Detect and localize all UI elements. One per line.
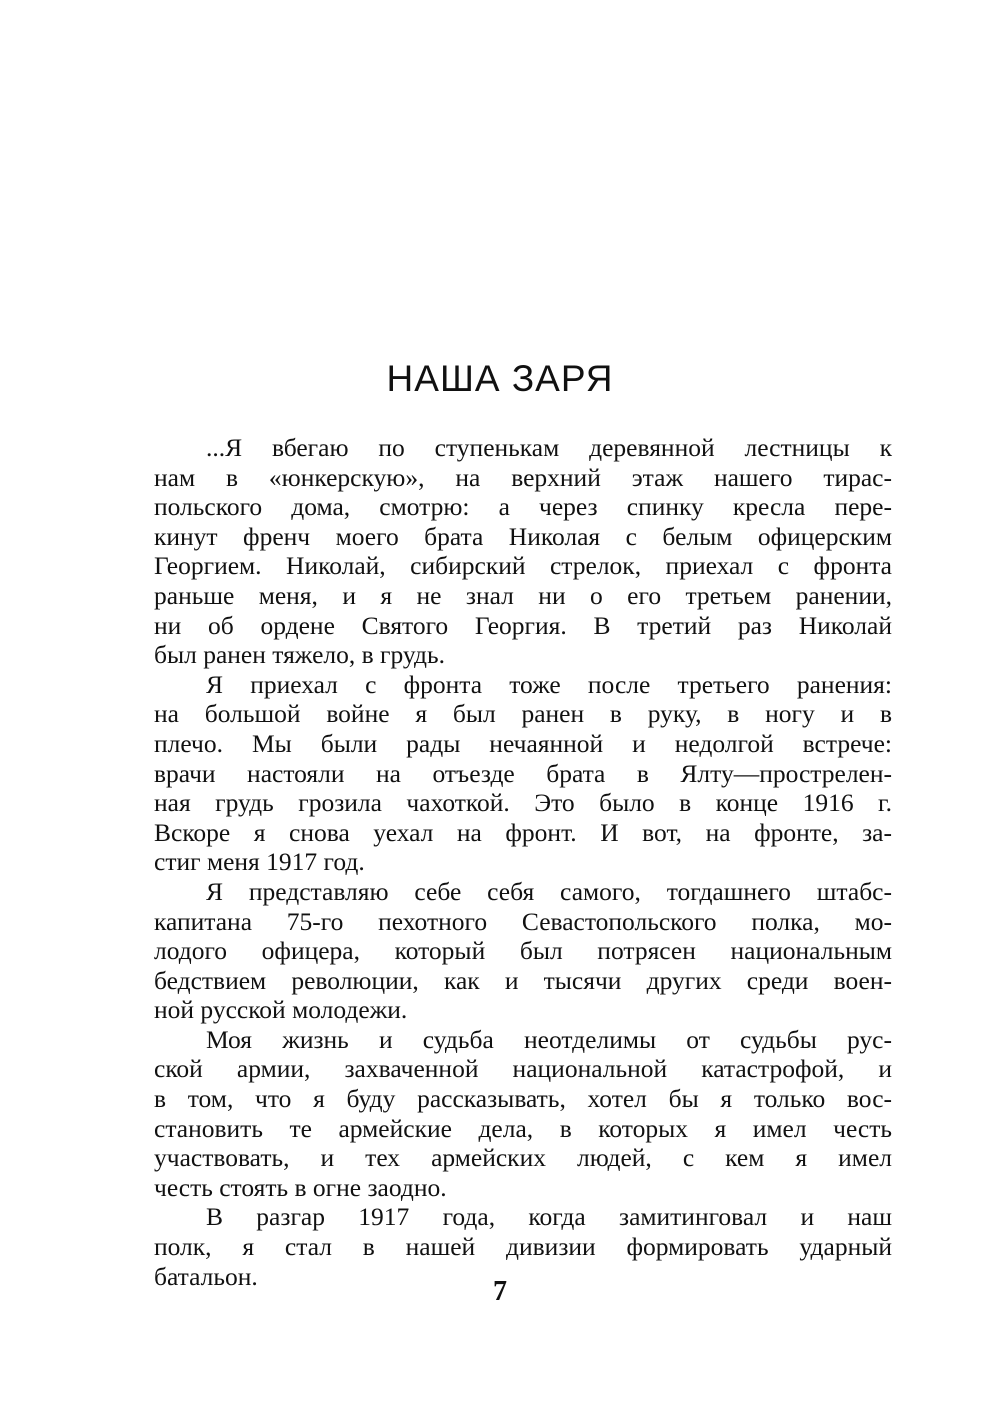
text-line: честь стоять в огне заодно. (154, 1172, 447, 1202)
text-line: капитана 75-го пехотного Севастопольского полка, мо- (154, 906, 892, 936)
text-line: врачи настояли на отъезде брата в Ялту—прострелен- (154, 758, 892, 788)
text-line: Я представляю себе себя самого, тогдашнего штабс- (206, 876, 892, 906)
text-line: на большой войне я был ранен в руку, в ногу и в (154, 699, 892, 729)
text-line: В разгар 1917 года, когда замитинговал и наш (206, 1202, 892, 1232)
text-line: участвовать, и тех армейских людей, с кем я имел (154, 1143, 892, 1173)
text-line: батальон. (154, 1261, 258, 1291)
text-line: Георгием. Николай, сибирский стрелок, приехал с фронта (154, 551, 892, 581)
text-line: полк, я стал в нашей дивизии формировать ударный (154, 1232, 892, 1262)
chapter-body (154, 433, 892, 1291)
text-line: стиг меня 1917 год. (154, 847, 365, 877)
text-line: бедствием революции, как и тысячи других среди воен- (154, 965, 892, 995)
text-line: раньше меня, и я не знал ни о его третьем ранении, (154, 580, 892, 610)
text-line: плечо. Мы были рады нечаянной и недолгой встрече: (154, 728, 892, 758)
text-line: польского дома, смотрю: а через спинку кресла пере- (154, 492, 892, 522)
text-line: ной русской молодежи. (154, 995, 408, 1025)
text-line: лодого офицера, который был потрясен национальным (154, 936, 892, 966)
text-line: нам в «юнкерскую», на верхний этаж нашего тирас- (154, 462, 892, 492)
text-line: в том, что я буду рассказывать, хотел бы я только вос- (154, 1084, 892, 1114)
text-line: Моя жизнь и судьба неотделимы от судьбы рус- (206, 1024, 892, 1054)
text-line: кинут френч моего брата Николая с белым офицерским (154, 521, 892, 551)
text-line: Я приехал с фронта тоже после третьего ранения: (206, 669, 892, 699)
text-line: Вскоре я снова уехал на фронт. И вот, на фронте, за- (154, 817, 892, 847)
text-line: ная грудь грозила чахоткой. Это было в конце 1916 г. (154, 788, 892, 818)
text-line: ской армии, захваченной национальной катастрофой, и (154, 1054, 892, 1084)
text-line: становить те армейские дела, в которых я имел честь (154, 1113, 892, 1143)
text-line: ни об ордене Святого Георгия. В третий раз Николай (154, 610, 892, 640)
page-number: 7 (493, 1276, 507, 1307)
text-line: был ранен тяжело, в грудь. (154, 640, 446, 670)
text-line: ...Я вбегаю по ступенькам деревянной лестницы к (206, 433, 892, 462)
chapter-title: НАША ЗАРЯ (386, 358, 614, 399)
